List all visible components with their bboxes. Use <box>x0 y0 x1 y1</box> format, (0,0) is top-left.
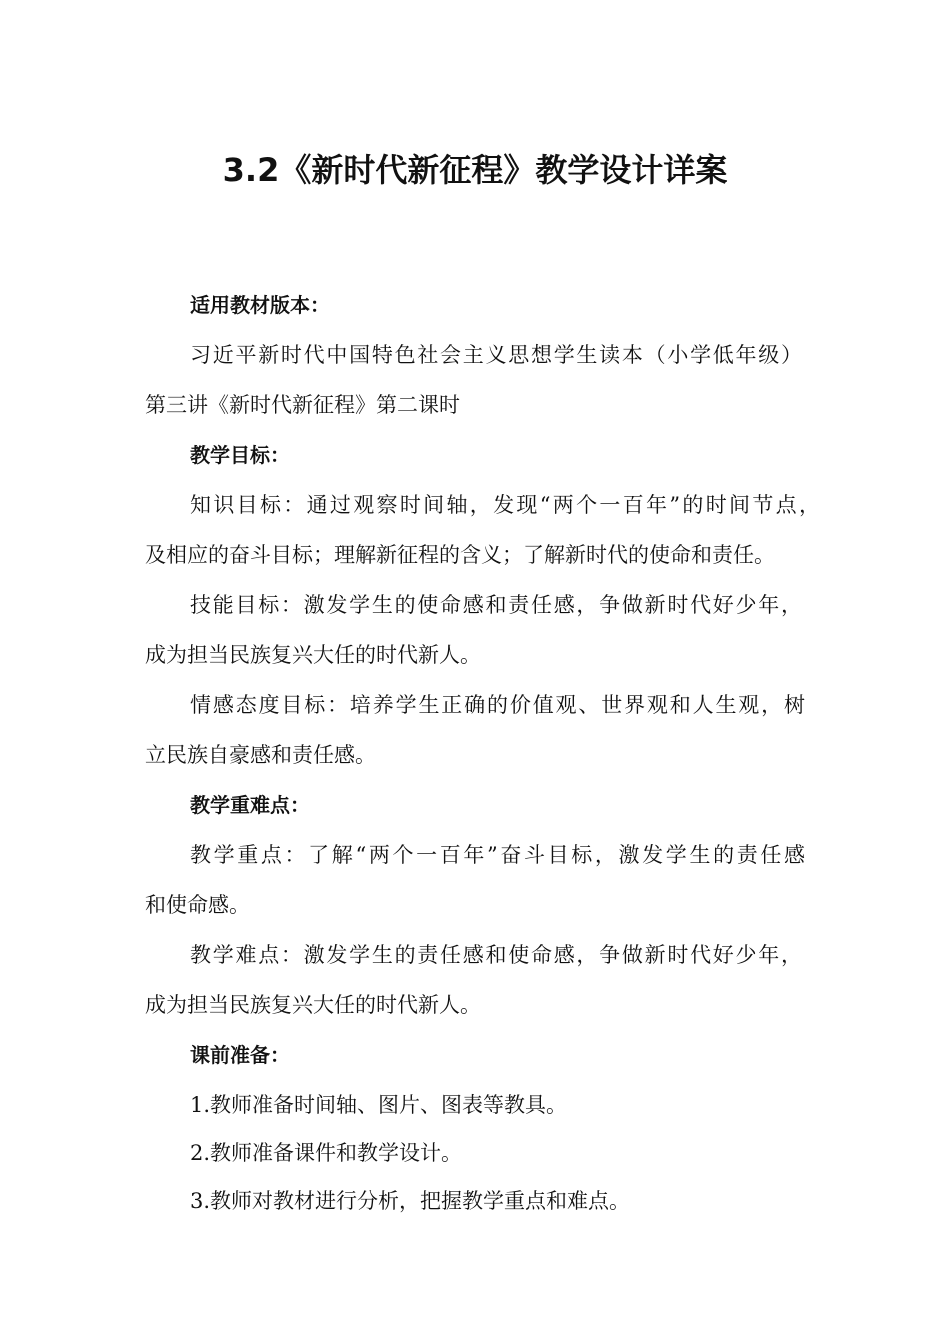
paragraph-line: 技能目标：激发学生的使命感和责任感，争做新时代好少年， <box>190 593 802 617</box>
paragraph-line: 成为担当民族复兴大任的时代新人。 <box>145 643 481 667</box>
heading-key-points: 教学重难点： <box>190 793 310 817</box>
list-item: 2.教师准备课件和教学设计。 <box>190 1141 463 1165</box>
list-item: 1.教师准备时间轴、图片、图表等教具。 <box>190 1093 568 1117</box>
paragraph-line: 第三讲《新时代新征程》第二课时 <box>145 393 460 417</box>
paragraph-line: 情感态度目标：培养学生正确的价值观、世界观和人生观，树 <box>190 693 805 717</box>
paragraph-line: 成为担当民族复兴大任的时代新人。 <box>145 993 481 1017</box>
heading-textbook: 适用教材版本： <box>190 293 330 317</box>
heading-preparation: 课前准备： <box>190 1043 290 1067</box>
list-item: 3.教师对教材进行分析，把握教学重点和难点。 <box>190 1189 631 1213</box>
document-title: 3.2《新时代新征程》教学设计详案 <box>222 151 728 189</box>
paragraph-line: 教学重点：了解“两个一百年”奋斗目标，激发学生的责任感 <box>190 843 805 867</box>
paragraph-line: 及相应的奋斗目标；理解新征程的含义；了解新时代的使命和责任。 <box>145 543 775 567</box>
paragraph-line: 和使命感。 <box>145 893 250 917</box>
paragraph-line: 立民族自豪感和责任感。 <box>145 743 376 767</box>
paragraph-line: 知识目标：通过观察时间轴，发现“两个一百年”的时间节点， <box>190 493 820 517</box>
heading-objectives: 教学目标： <box>190 443 290 467</box>
paragraph-line: 习近平新时代中国特色社会主义思想学生读本（小学低年级） <box>190 343 802 367</box>
paragraph-line: 教学难点：激发学生的责任感和使命感，争做新时代好少年， <box>190 943 802 967</box>
